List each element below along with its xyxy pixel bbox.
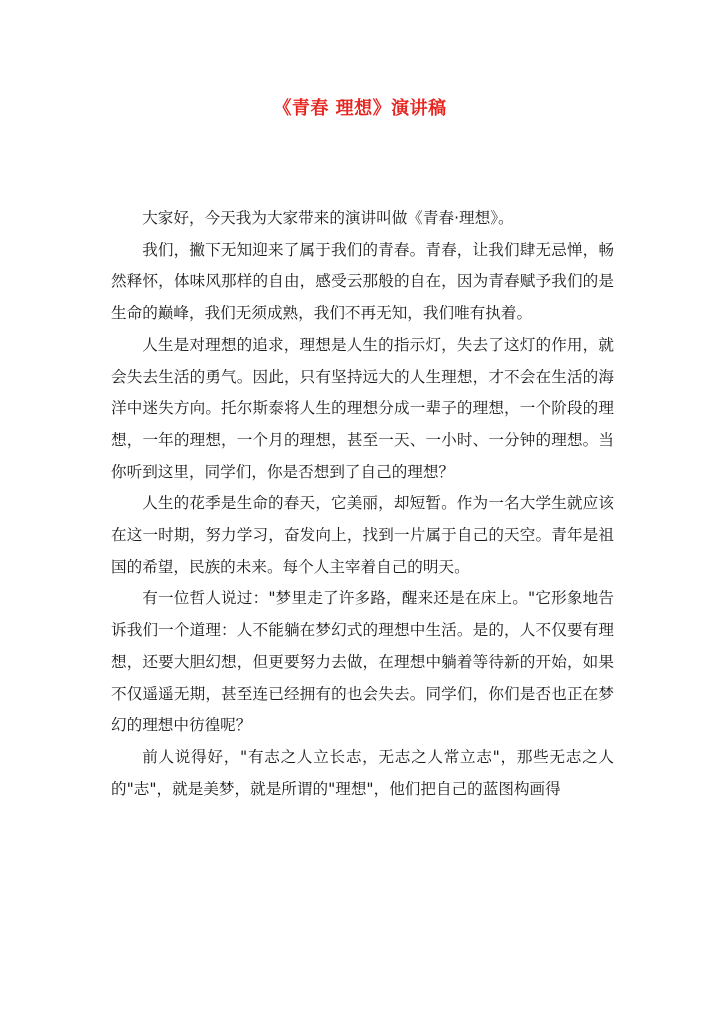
paragraph-ambition: 前人说得好，"有志之人立长志，无志之人常立志"，那些无志之人的"志"，就是美梦，就是所谓的"理想"，他们把自己的蓝图构画得	[111, 747, 614, 798]
paragraph-greeting: 大家好，今天我为大家带来的演讲叫做《青春·理想》。	[142, 209, 514, 227]
document-title: 《青春 理想》演讲稿	[273, 98, 447, 119]
paragraph-season-of-life: 人生的花季是生命的春天，它美丽，却短暂。作为一名大学生就应该在这一时期，努力学习，奋发向上，找到一片属于自己的天空。青年是祖国的希望，民族的未来。每个人主宰着自己的明天。	[111, 494, 614, 576]
document-body	[111, 203, 614, 805]
paragraph-life-ideals: 人生是对理想的追求，理想是人生的指示灯，失去了这灯的作用，就会失去生活的勇气。因此，只有坚持远大的人生理想，才不会在生活的海洋中迷失方向。托尔斯泰将人生的理想分成一辈子的理想，一个阶段的理想，一年的理想，一个月的理想，甚至一天、一小时、一分钟的理想。当你听到这里，同学们，你是否想到了自己的理想？	[111, 335, 614, 481]
paragraph-philosopher-quote: 有一位哲人说过："梦里走了许多路，醒来还是在床上。"它形象地告诉我们一个道理：人不能躺在梦幻式的理想中生活。是的，人不仅要有理想，还要大胆幻想，但更要努力去做，在理想中躺着等待新的开始，如果不仅遥遥无期，甚至连已经拥有的也会失去。同学们，你们是否也正在梦幻的理想中彷徨呢？	[111, 589, 614, 735]
paragraph-youth: 我们，撇下无知迎来了属于我们的青春。青春，让我们肆无忌惮，畅然释怀，体味风那样的自由，感受云那般的自在，因为青春赋予我们的是生命的巅峰，我们无须成熟，我们不再无知，我们唯有执着。	[111, 240, 614, 323]
